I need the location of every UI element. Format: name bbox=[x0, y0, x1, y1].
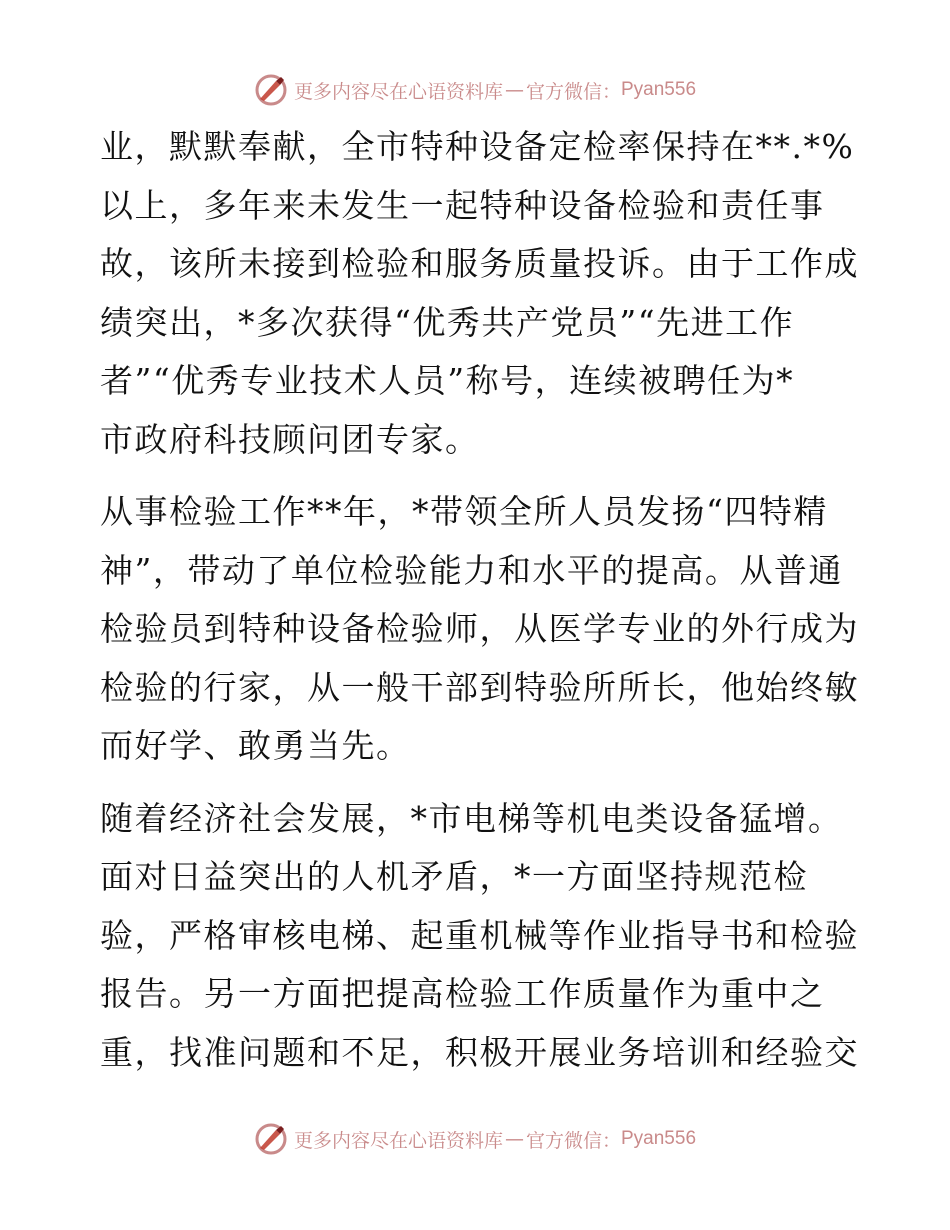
footer-banner bbox=[0, 1119, 950, 1159]
paragraph-3 bbox=[100, 790, 859, 1083]
paragraph-1 bbox=[100, 118, 859, 469]
banner-wechat-id: Pyan556 bbox=[621, 79, 697, 100]
banner-wechat-id: Pyan556 bbox=[621, 1128, 697, 1149]
text-line: 重，找准问题和不足，积极开展业务培训和经验交 bbox=[100, 1032, 859, 1072]
text-line: 面对日益突出的人机矛盾，*一方面坚持规范检 bbox=[100, 857, 808, 896]
text-line: 检验员到特种设备检验师，从医学专业的外行成为 bbox=[100, 609, 859, 648]
text-line: 市政府科技顾问团专家。 bbox=[100, 419, 480, 459]
header-banner bbox=[0, 70, 950, 110]
text-line: 随着经济社会发展，*市电梯等机电类设备猛增。 bbox=[100, 798, 843, 838]
text-line: 报告。另一方面把提高检验工作质量作为重中之 bbox=[100, 974, 825, 1013]
banner-separator: — bbox=[504, 79, 524, 101]
banner-official-label: 官方微信： bbox=[525, 1129, 621, 1152]
text-line: 者”“优秀专业技术人员”称号，连续被聘任为* bbox=[100, 361, 795, 400]
text-line: 绩突出，*多次获得“优秀共产党员”“先进工作 bbox=[100, 302, 795, 342]
quill-pen-logo-icon bbox=[254, 73, 288, 107]
text-line: 而好学、敢勇当先。 bbox=[100, 726, 411, 765]
body-text bbox=[100, 118, 859, 1082]
banner-separator: — bbox=[504, 1128, 524, 1150]
quill-pen-logo-icon bbox=[254, 1122, 288, 1156]
banner-official-label: 官方微信： bbox=[525, 80, 621, 103]
text-line: 检验的行家，从一般干部到特验所所长，他始终敏 bbox=[100, 667, 859, 707]
text-line: 验，严格审核电梯、起重机械等作业指导书和检验 bbox=[100, 915, 859, 955]
banner-brand-text: 更多内容尽在心语资料库 bbox=[293, 1129, 503, 1152]
text-line: 业，默默奉献，全市特种设备定检率保持在**.*% bbox=[100, 127, 855, 166]
text-line: 神”，带动了单位检验能力和水平的提高。从普通 bbox=[100, 550, 843, 590]
banner-brand-text: 更多内容尽在心语资料库 bbox=[293, 80, 503, 103]
text-line: 从事检验工作**年，*带领全所人员发扬“四特精 bbox=[100, 492, 828, 531]
text-line: 以上，多年来未发生一起特种设备检验和责任事 bbox=[100, 185, 825, 225]
paragraph-2 bbox=[100, 483, 859, 776]
text-line: 故，该所未接到检验和服务质量投诉。由于工作成 bbox=[100, 244, 859, 283]
